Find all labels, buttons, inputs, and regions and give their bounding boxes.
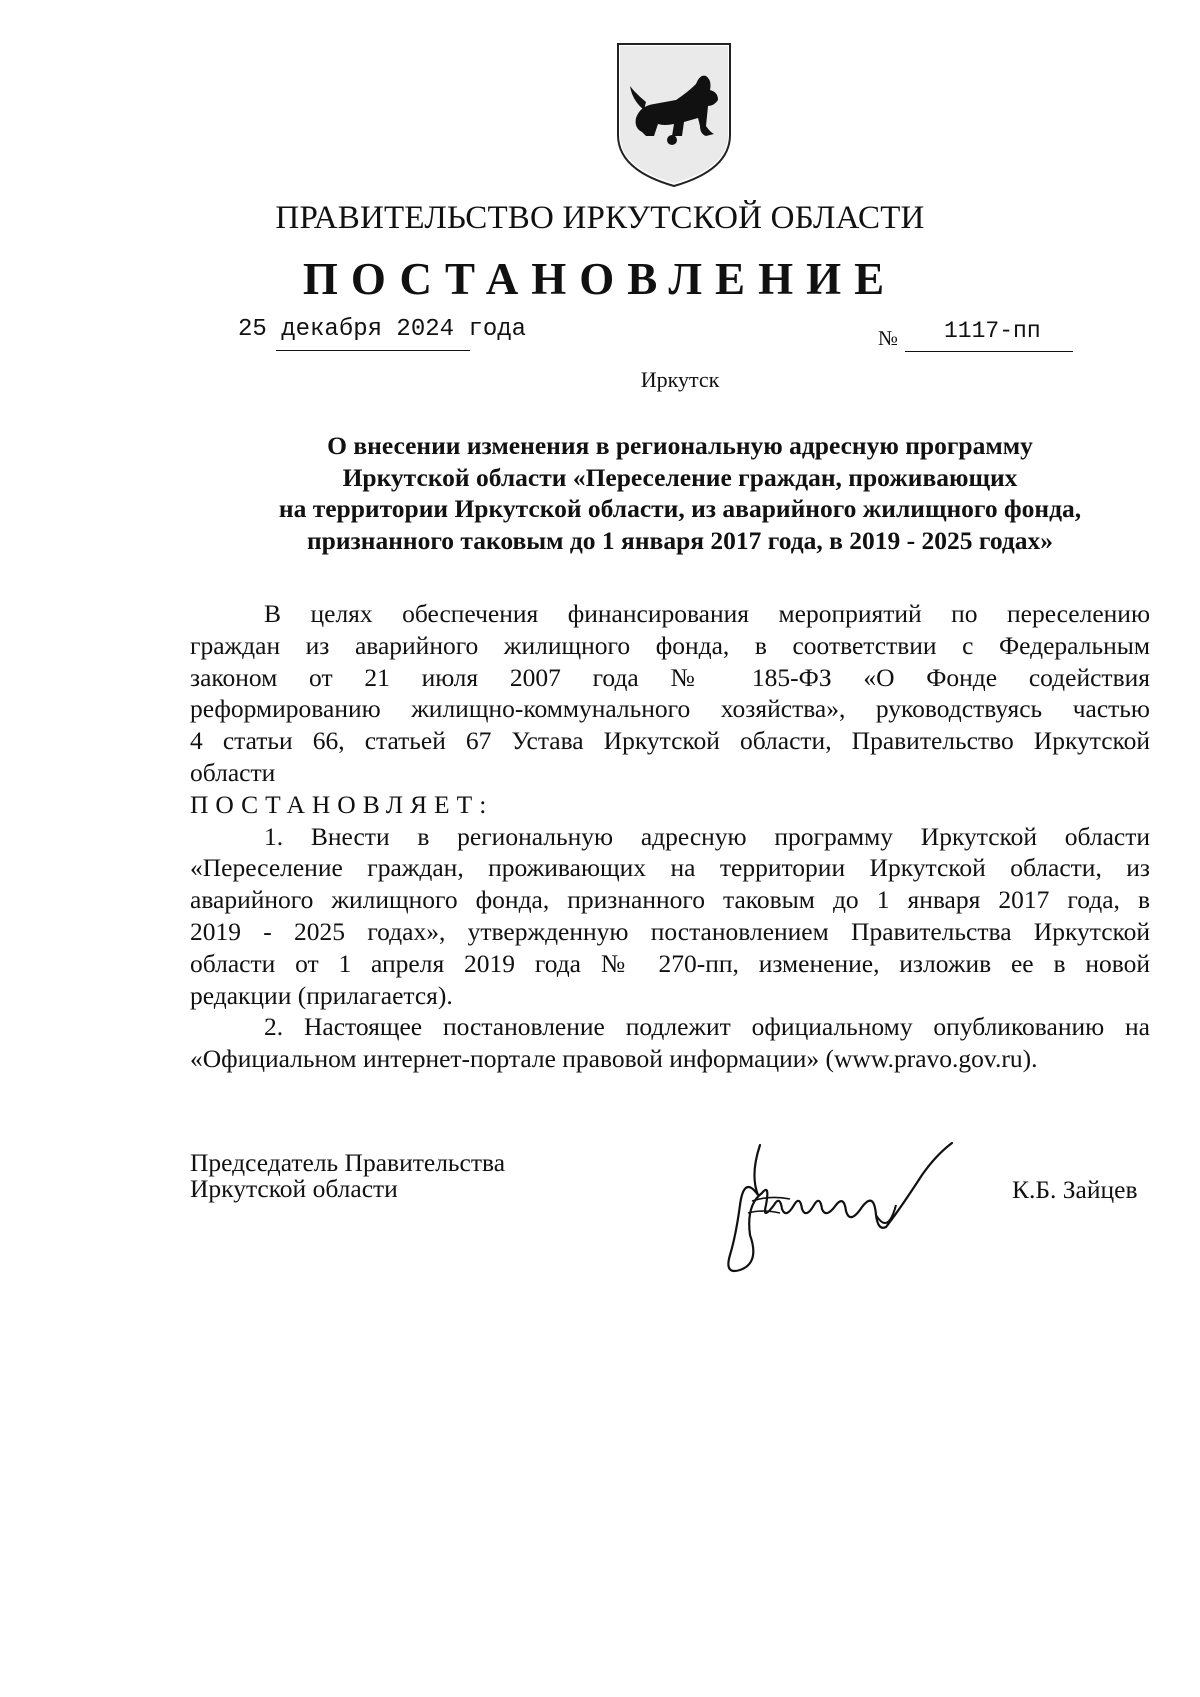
document-type: ПОСТАНОВЛЕНИЕ	[302, 254, 898, 304]
preamble-line: области	[190, 757, 276, 787]
title-line: О внесении изменения в региональную адресную программу	[327, 431, 1033, 460]
coat-of-arms-icon	[614, 40, 734, 190]
item1-line: 1. Внести в региональную адресную программу Иркутской области	[264, 821, 1150, 851]
signature-icon	[700, 1135, 1000, 1285]
number-underline	[905, 351, 1073, 352]
decree-title	[180, 430, 1180, 556]
item2-line: «Официальном интернет-портале правовой информации» (www.pravo.gov.ru).	[190, 1044, 1038, 1074]
decree-body	[190, 598, 1150, 1075]
resolves-heading: ПОСТАНОВЛЯЕТ:	[190, 789, 494, 819]
item1-line: 2019 - 2025 годах», утвержденную постановлением Правительства Иркутской	[190, 916, 1150, 946]
item1-line: области от 1 апреля 2019 года № 270-пп, изменение, изложив ее в новой	[190, 948, 1150, 978]
preamble-line: законом от 21 июля 2007 года № 185-ФЗ «О Фонде содействия	[190, 662, 1150, 692]
decree-number: 1117-пп	[944, 318, 1041, 344]
preamble-line: граждан из аварийного жилищного фонда, в соответствии с Федеральным	[190, 630, 1150, 660]
number-sign: №	[878, 326, 899, 350]
city: Иркутск	[640, 367, 720, 392]
preamble-line: реформированию жилищно-коммунального хозяйства», руководствуясь частью	[190, 694, 1150, 724]
government-name: ПРАВИТЕЛЬСТВО ИРКУТСКОЙ ОБЛАСТИ	[275, 200, 925, 236]
date-underline	[276, 350, 470, 351]
signer-name: К.Б. Зайцев	[1012, 1175, 1138, 1204]
title-line: признанного таковым до 1 января 2017 года, в 2019 - 2025 годах»	[306, 525, 1054, 555]
preamble-line: В целях обеспечения финансирования мероприятий по переселению	[264, 599, 1150, 628]
item1-line: «Переселение граждан, проживающих на территории Иркутской области, из	[190, 853, 1150, 883]
title-line: Иркутской области «Переселение граждан, проживающих	[342, 462, 1018, 492]
item1-line: аварийного жилищного фонда, признанного таковым до 1 января 2017 года, в	[190, 885, 1150, 915]
preamble-line: 4 статьи 66, статьей 67 Устава Иркутской области, Правительство Иркутской	[190, 726, 1150, 756]
item1-line: редакции (прилагается).	[190, 980, 453, 1010]
decree-date: 25 декабря 2024 года	[238, 316, 527, 343]
signer-position	[190, 1150, 505, 1202]
signer-position-line: Председатель Правительства	[190, 1148, 506, 1177]
signer-position-line: Иркутской области	[190, 1174, 398, 1203]
title-line: на территории Иркутской области, из аварийного жилищного фонда,	[278, 494, 1082, 523]
item2-line: 2. Настоящее постановление подлежит официальному опубликованию на	[264, 1012, 1150, 1042]
